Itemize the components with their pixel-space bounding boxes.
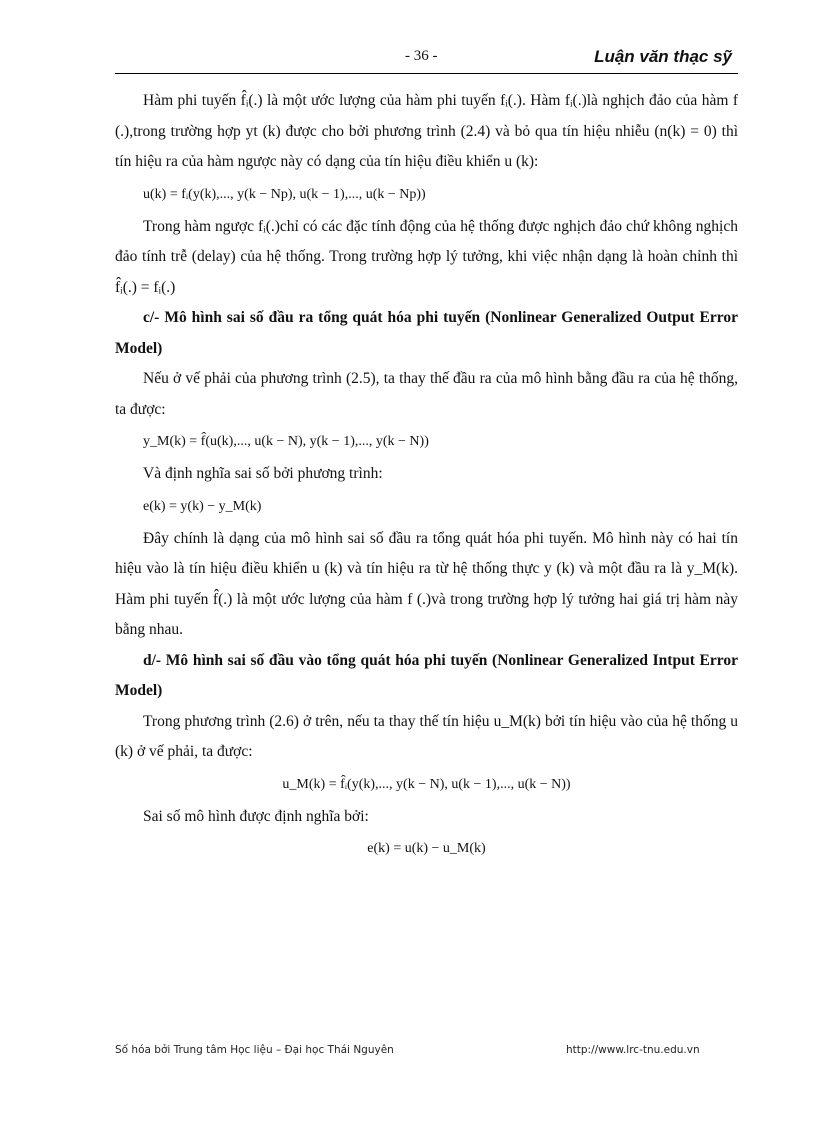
section-heading-d: d/- Mô hình sai số đầu vào tổng quát hóa phi tuyến (Nonlinear Generalized Intput Error Model) (115, 651, 738, 699)
equation-control-signal: u(k) = fᵢ(y(k),..., y(k − Np), u(k − 1),..., u(k − Np)) (143, 186, 426, 202)
footer-publisher: Số hóa bởi Trung tâm Học liệu – Đại học Thái Nguyên (115, 1044, 394, 1056)
paragraph-output-substitution: Nếu ở vế phải của phương trình (2.5), ta thay thế đầu ra của mô hình bằng đầu ra của hệ thống, ta được: (115, 370, 738, 418)
footer-url: http://www.lrc-tnu.edu.vn (566, 1044, 700, 1056)
equation-output-error: e(k) = y(k) − y_M(k) (143, 498, 262, 514)
header-divider (115, 73, 738, 74)
paragraph-model-error: Sai số mô hình được định nghĩa bởi: (143, 807, 369, 825)
section-heading-c: c/- Mô hình sai số đầu ra tổng quát hóa phi tuyến (Nonlinear Generalized Output Error Model) (115, 309, 738, 357)
paragraph-inverse-function: Hàm phi tuyến f̂ᵢ(.) là một ước lượng của hàm phi tuyến fᵢ(.). Hàm fᵢ(.)là nghịch đảo của hàm f (.),trong trường hợp yt (k) được cho bởi phương trình (2.4) và bỏ qua tín hiệu nhiễu (n(k) = 0) thì tín hiệu ra của hàm ngược này có dạng của tín hiệu điều khiển u (k): (115, 92, 738, 170)
header-title: Luận văn thạc sỹ (594, 47, 732, 66)
paragraph-output-error-model: Đây chính là dạng của mô hình sai số đầu ra tổng quát hóa phi tuyến. Mô hình này có hai tín hiệu vào là tín hiệu điều khiển u (k) và tín hiệu ra từ hệ thống thực y (k) và một đầu ra là y_M(k). Hàm phi tuyến f̂(.) là một ước lượng của hàm f (.)và trong trường hợp lý tưởng hai giá trị hàm này bằng nhau. (115, 529, 738, 638)
paragraph-error-definition: Và định nghĩa sai số bởi phương trình: (143, 465, 383, 482)
equation-input-error: e(k) = u(k) − u_M(k) (367, 841, 486, 856)
paragraph-input-substitution: Trong phương trình (2.6) ở trên, nếu ta thay thế tín hiệu u_M(k) bởi tín hiệu vào của hệ thống u (k) ở vế phải, ta được: (115, 712, 738, 760)
equation-model-output: y_M(k) = f̂(u(k),..., u(k − N), y(k − 1),..., y(k − N)) (143, 434, 429, 449)
document-body (115, 86, 738, 866)
equation-model-input: u_M(k) = f̂ᵢ(y(k),..., y(k − N), u(k − 1),..., u(k − N)) (282, 776, 571, 792)
paragraph-inverse-dynamics: Trong hàm ngược fᵢ(.)chỉ có các đặc tính động của hệ thống được nghịch đảo chứ không nghịch đảo tính trễ (delay) của hệ thống. Trong trường hợp lý tưởng, khi việc nhận dạng là hoàn chỉnh thì f̂ᵢ(.) = fᵢ(.) (115, 217, 738, 296)
page-number: - 36 - (405, 48, 438, 64)
